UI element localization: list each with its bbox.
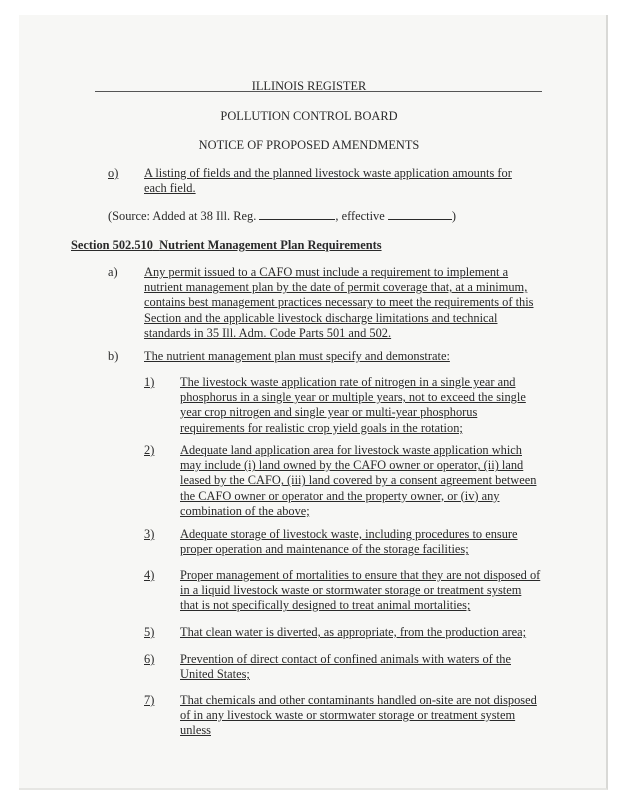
list-item-marker: 7) <box>144 693 155 707</box>
list-item-text: That clean water is diverted, as appropriate, from the production area; <box>180 625 527 639</box>
item-o-marker: o) <box>108 166 119 180</box>
section-heading <box>71 238 382 253</box>
list-item-marker: 2) <box>144 443 155 457</box>
list-item-text: Prevention of direct contact of confined animals with waters of the United States; <box>180 652 511 682</box>
list-item-marker: 5) <box>144 625 155 639</box>
list-item-marker: 1) <box>144 375 155 389</box>
source-line <box>108 209 456 224</box>
source-effective: , effective <box>335 209 385 223</box>
source-prefix: (Source: Added at 38 Ill. Reg. <box>108 209 257 223</box>
list-item-text: Adequate land application area for livestock waste application which may include (i) land owned by the CAFO owner or operator, (ii) land leased by the CAFO, (iii) land covered by a consent agreement between the CAFO owner or operator and the property owner, or (iv) any combination of the above; <box>180 443 537 518</box>
register-title: ILLINOIS REGISTER <box>251 79 367 93</box>
para-b-text: The nutrient management plan must specify and demonstrate: <box>144 349 450 363</box>
item-o-text: A listing of fields and the planned livestock waste application amounts for each field. <box>144 166 512 196</box>
notice-title: NOTICE OF PROPOSED AMENDMENTS <box>198 138 420 152</box>
list-item-text: Proper management of mortalities to ensure that they are not disposed of in a liquid livestock waste or stormwater storage or treatment system that is not specifically designed to treat animal mortalities; <box>180 568 541 613</box>
source-register-blank <box>259 219 335 220</box>
source-effective-blank <box>388 219 452 220</box>
section-title: Nutrient Management Plan Requirements <box>159 238 382 252</box>
header-rule <box>95 91 542 92</box>
board-title: POLLUTION CONTROL BOARD <box>220 109 398 123</box>
list-item-marker: 3) <box>144 527 155 541</box>
para-b-marker: b) <box>108 349 119 363</box>
list-item-marker: 4) <box>144 568 155 582</box>
source-suffix: ) <box>451 209 456 223</box>
para-a-marker: a) <box>108 265 118 279</box>
list-item-text: That chemicals and other contaminants handled on-site are not disposed of in any livestock waste or stormwater storage or treatment system unless <box>180 693 537 738</box>
section-number: Section 502.510 <box>71 238 153 252</box>
list-item-marker: 6) <box>144 652 155 666</box>
list-item-text: The livestock waste application rate of nitrogen in a single year and phosphorus in a single year or multiple years, not to exceed the single year crop nitrogen and single year or multi-year phosphorus requirements for realistic crop yield goals in the rotation; <box>180 375 526 435</box>
list-item-text: Adequate storage of livestock waste, including procedures to ensure proper operation and maintenance of the storage facilities; <box>180 527 518 557</box>
para-a-text: Any permit issued to a CAFO must include a requirement to implement a nutrient management plan by the date of permit coverage that, at a minimum, contains best management practices necessary to meet the requirements of this Section and the applicable livestock discharge limitations and technical standards in 35 Ill. Adm. Code Parts 501 and 502. <box>144 265 534 340</box>
